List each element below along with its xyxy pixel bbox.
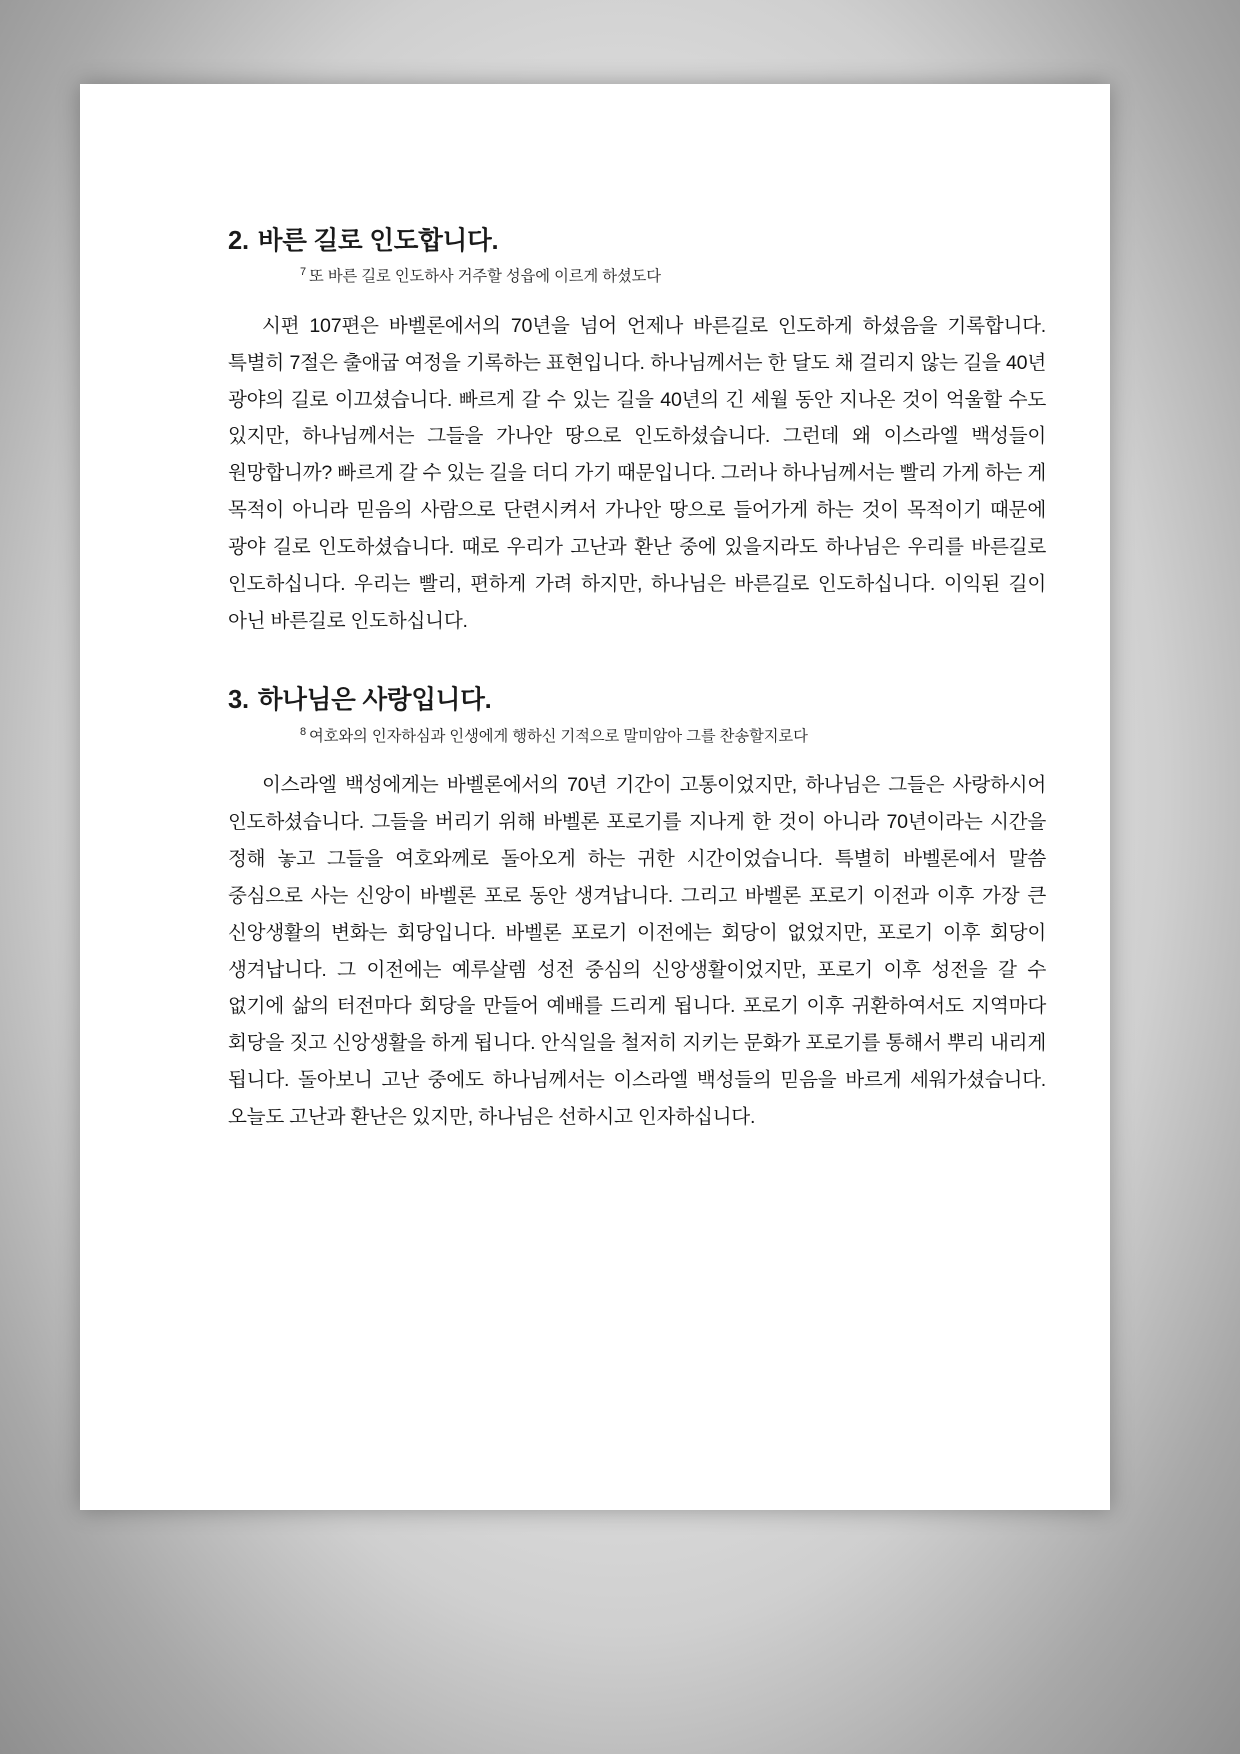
section-2-paragraph-text: 시편 107편은 바벨론에서의 70년을 넘어 언제나 바른길로 인도하게 하셨음을 기록합니다. 특별히 7절은 출애굽 여정을 기록하는 표현입니다. 하나님께서는 한 달도 채 걸리지 않는 길을 40년 광야의 길로 이끄셨습니다. 빠르게 갈 수 있는 길을 40년의 긴 세월 동안 지나온 것이 억울할 수도 있지만, 하나님께서는 그들을 가나안 땅으로 인도하셨습니다. 그런데 왜 이스라엘 백성들이 원망합니까? 빠르게 갈 수 있는 길을 더디 가기 때문입니다. 그러나 하나님께서는 빨리 가게 하는 게 목적이 아니라 믿음의 사람으로 단련시켜서 가나안 땅으로 들어가게 하는 것이 목적이기 때문에 광야 길로 인도하셨습니다. 때로 우리가 고난과 환난 중에 있을지라도 하나님은 우리를 바른길로 인도하십니다. 우리는 빨리, 편하게 가려 하지만, 하나님은 바른길로 인도하십니다. 이익된 길이 아닌 바른길로 인도하십니다. [228, 314, 1046, 632]
section-2-title: 바른 길로 인도합니다. [257, 227, 499, 255]
section-3-number: 3. [228, 686, 249, 715]
page-content [228, 224, 1046, 1136]
section-3 [228, 683, 1046, 1135]
section-2-verse-number: 7 [300, 266, 307, 279]
section-2 [228, 224, 1046, 639]
document-page [80, 84, 1110, 1510]
section-2-paragraph [228, 308, 1046, 639]
section-2-heading [228, 224, 1046, 258]
section-2-number: 2. [228, 227, 249, 255]
section-3-verse [228, 724, 1046, 750]
section-2-verse [228, 264, 1046, 290]
section-3-verse-text: 여호와의 인자하심과 인생에게 행하신 기적으로 말미암아 그를 찬송할지로다 [309, 727, 808, 745]
section-3-verse-number: 8 [300, 725, 307, 738]
section-3-paragraph [228, 767, 1046, 1135]
section-2-verse-text: 또 바른 길로 인도하사 거주할 성읍에 이르게 하셨도다 [309, 268, 661, 286]
section-3-heading [228, 683, 1046, 717]
section-3-paragraph-text: 이스라엘 백성에게는 바벨론에서의 70년 기간이 고통이었지만, 하나님은 그들은 사랑하시어 인도하셨습니다. 그들을 버리기 위해 바벨론 포로기를 지나게 한 것이 아니라 70년이라는 시간을 정해 놓고 그들을 여호와께로 돌아오게 하는 귀한 시간이었습니다. 특별히 바벨론에서 말씀 중심으로 사는 신앙이 바벨론 포로 동안 생겨납니다. 그리고 바벨론 포로기 이전과 이후 가장 큰 신앙생활의 변화는 회당입니다. 바벨론 포로기 이전에는 회당이 없었지만, 포로기 이후 회당이 생겨납니다. 그 이전에는 예루살렘 성전 중심의 신앙생활이었지만, 포로기 이후 성전을 갈 수 없기에 삶의 터전마다 회당을 만들어 예배를 드리게 됩니다. 포로기 이후 귀환하여서도 지역마다 회당을 짓고 신앙생활을 하게 됩니다. 안식일을 철저히 지키는 문화가 포로기를 통해서 뿌리 내리게 됩니다. 돌아보니 고난 중에도 하나님께서는 이스라엘 백성들의 믿음을 바르게 세워가셨습니다. 오늘도 고난과 환난은 있지만, 하나님은 선하시고 인자하십니다. [228, 774, 1046, 1128]
section-3-title: 하나님은 사랑입니다. [257, 686, 492, 715]
section-divider-space [228, 639, 1046, 683]
